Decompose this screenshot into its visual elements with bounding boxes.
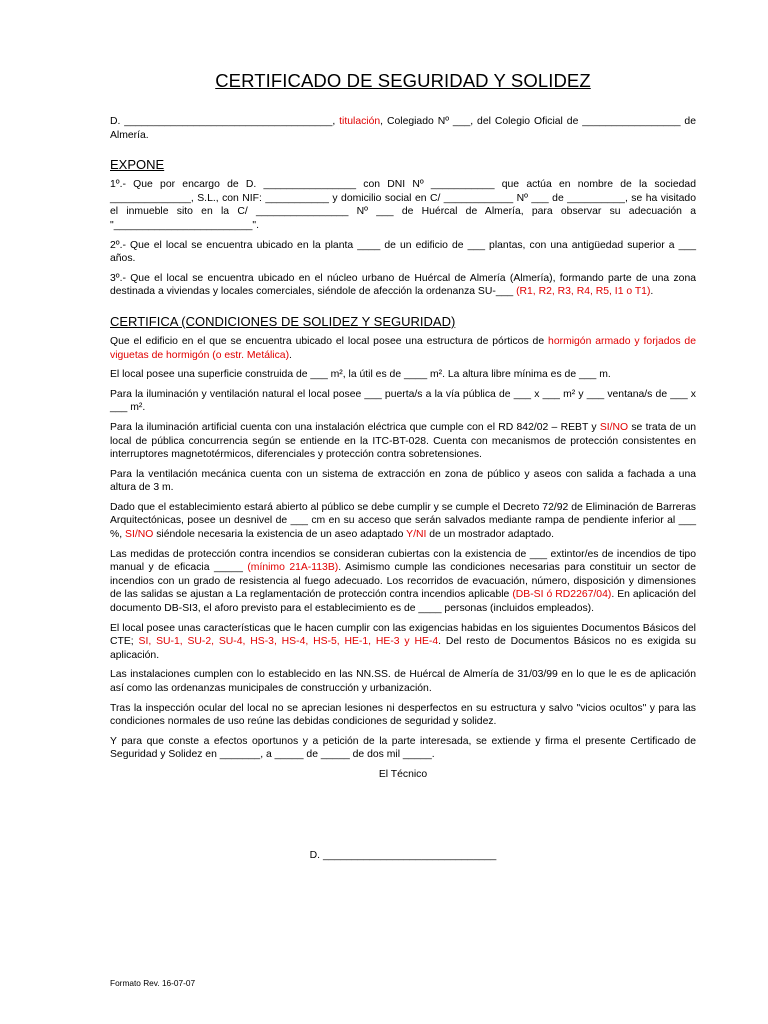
signature-line: D. ______________________________ (309, 850, 497, 861)
c6-highlight-2: Y/NI (406, 529, 427, 541)
certifica-heading (110, 314, 696, 330)
expone-heading: EXPONE (110, 157, 165, 173)
expone-p1: 1º.- Que por encargo de D. ________________ con DNI Nº ___________ que actúa en nombre de la sociedad ______________, S.L., con NIF: ___________ y domicilio social en C/ ____________ Nº ___ de __________, se ha visitado el inmueble sito en la C/ ________________ Nº ___ de Huércal de Almería, para observar su adecuación a "________________________". (110, 179, 696, 231)
certifica-c6 (110, 501, 696, 542)
certifica-c10: Tras la inspección ocular del local no se aprecian lesiones ni desperfectos en su estructura y salvo "vicios ocultos" y para las condiciones normales de uso reúne las debidas condiciones de seguridad y solidez. (110, 702, 696, 728)
c6-text-2: siéndole necesaria la existencia de un aseo adaptado (153, 529, 407, 541)
c6-end: de un mostrador adaptado. (426, 529, 555, 541)
expone-p2: 2º.- Que el local se encuentra ubicado en la planta ____ de un edificio de ___ plantas, con una antigüedad superior a ___ años. (110, 239, 696, 265)
c7-highlight-2: (DB-SI ó RD2267/04) (512, 589, 612, 601)
c4-highlight: SI/NO (599, 421, 629, 433)
certifica-c2: El local posee una superficie construida de ___ m², la útil es de ____ m². La altura libre mínima es de ___ m. (110, 369, 611, 381)
expone-p3-highlight: (R1, R2, R3, R4, R5, I1 o T1) (516, 286, 651, 298)
intro-text: D. ____________________________________, (110, 116, 340, 127)
intro-highlight: titulación (339, 116, 381, 127)
c8-highlight: SI, SU-1, SU-2, SU-4, HS-3, HS-4, HS-5, HE-1, HE-3 y HE-4 (138, 636, 439, 648)
expone-p3-text: 3º.- Que el local se encuentra ubicado en el núcleo urbano de Huércal de Almería (Almería), formando parte de una zona destinada a viviendas y locales comerciales, siéndole de afección la ordenanza SU-___ (110, 272, 696, 298)
intro-paragraph (110, 115, 696, 142)
certifica-c1 (110, 335, 696, 362)
certifica-heading-sub: (CONDICIONES DE SOLIDEZ Y SEGURIDAD) (177, 313, 456, 329)
c1-end: . (289, 349, 292, 361)
certifica-c5: Para la ventilación mecánica cuenta con un sistema de extracción en zona de público y aseos con salida a fachada a una altura de 3 m. (110, 468, 696, 494)
expone-p3 (110, 272, 696, 299)
certifica-c9: Las instalaciones cumplen con lo establecido en las NN.SS. de Huércal de Almería de 31/03/99 en lo que le es de aplicación así como las ordenanzas municipales de construcción y urbanización. (110, 669, 696, 694)
intro-text-end: , Colegiado Nº ___, del Colegio Oficial de _________________ de Almería. (110, 116, 696, 141)
c7-text-2: . Asimismo cumple las condiciones necesarias para constituir un sector de incendios con un grado de resistencia al fuego adecuado. Los recorridos de evacuación, número, disposición y dimensiones de las salidas se ajustan a La reglamentación de protección contra incendios aplicable (110, 562, 696, 601)
certifica-c4 (110, 421, 696, 462)
certifica-heading-main: CERTIFICA (110, 313, 178, 329)
c7-end: . En aplicación del documento DB-SI3, el aforo previsto para el establecimiento es de ____ personas (incluidos empleados). (110, 589, 696, 615)
c1-highlight: hormigón armado y forjados de viguetas de hormigón (o estr. Metálica) (110, 335, 696, 361)
c8-text: El local posee unas características que le hacen cumplir con las exigencias habidas en los siguientes Documentos Básicos del CTE; (110, 622, 696, 648)
c4-end: se trata de un local de pública concurrencia según se entiende en la ITC-BT-028. Cuenta con mecanismos de protección consistentes en interruptores magnetotérmicos, diferenciales y protección contra sobretensiones. (110, 421, 696, 461)
certifica-c3: Para la iluminación y ventilación natural el local posee ___ puerta/s a la vía pública de ___ x ___ m² y ___ ventana/s de ___ x ___ m². (110, 388, 696, 414)
c1-text: Que el edificio en el que se encuentra ubicado el local posee una estructura de pórticos de (110, 335, 549, 347)
document-title: CERTIFICADO DE SEGURIDAD Y SOLIDEZ (215, 70, 591, 91)
c7-text: Las medidas de protección contra incendios se consideran cubiertas con la existencia de ___ extintor/es de incendios de tipo manual y de eficacia _____ (110, 548, 696, 574)
certifica-c11: Y para que conste a efectos oportunos y a petición de la parte interesada, se extiende y firma el presente Certificado de Seguridad y Solidez en _______, a _____ de _____ de dos mil _____. (110, 735, 696, 761)
tecnico-label: El Técnico (378, 768, 428, 780)
certifica-c7 (110, 548, 696, 616)
c4-text: Para la iluminación artificial cuenta con una instalación eléctrica que cumple con el RD 842/02 – REBT y (110, 421, 600, 433)
c6-highlight-1: SI/NO (125, 529, 154, 541)
format-revision: Formato Rev. 16-07-07 (110, 978, 196, 988)
certifica-c8 (110, 622, 696, 663)
c8-end: . Del resto de Documentos Básicos no es exigida su aplicación. (110, 636, 696, 661)
c7-highlight-1: (mínimo 21A-113B) (247, 562, 339, 574)
c6-text: Dado que el establecimiento estará abierto al público se debe cumplir y se cumple el Decreto 72/92 de Eliminación de Barreras Arquitectónicas, posee un desnivel de ___ cm en su acceso que serán salvados mediante rampa de pendiente inferior al ___ %, (110, 501, 696, 541)
expone-p3-end: . (650, 286, 654, 298)
